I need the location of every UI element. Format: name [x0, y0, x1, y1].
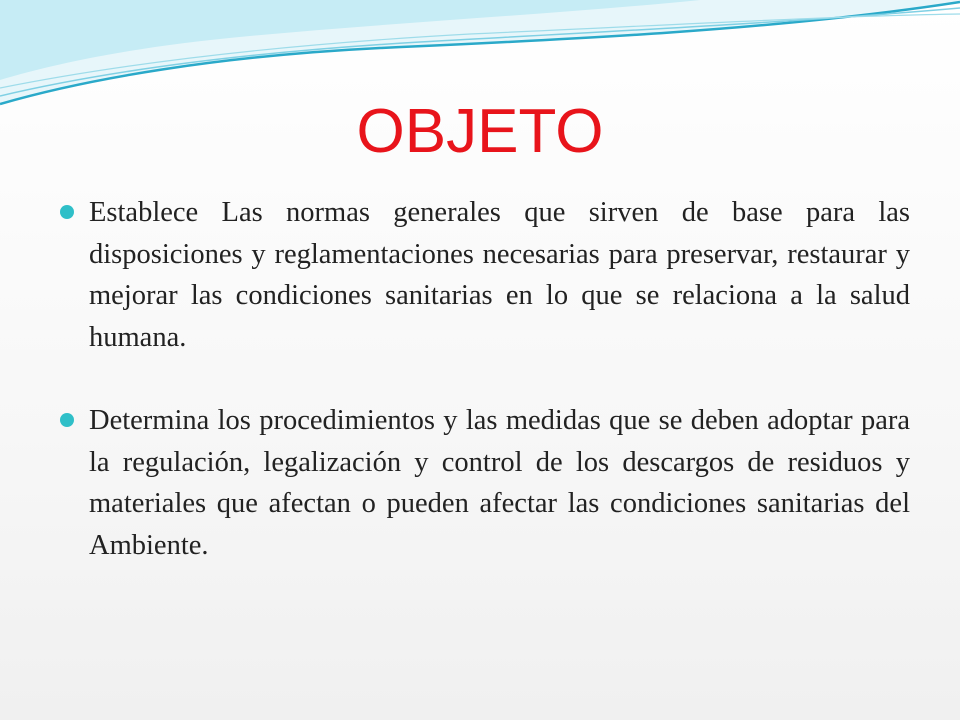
slide-title: OBJETO	[356, 97, 604, 166]
bullet-text: Establece Las normas generales que sirven de base para las disposiciones y reglamentaciones necesarias para preservar, restaurar y mejorar las condiciones sanitarias en lo que se relaciona a la salud humana.	[89, 197, 910, 353]
bullet-list	[58, 192, 910, 608]
bullet-text: Determina los procedimientos y las medidas que se deben adoptar para la regulación, legalización y control de los descargos de residuos y materiales que afectan o pueden afectar las condiciones sanitarias del Ambiente.	[89, 405, 910, 561]
bullet-item	[58, 400, 910, 566]
bullet-dot-icon	[60, 413, 74, 427]
bullet-item	[58, 192, 910, 358]
bullet-dot-icon	[60, 205, 74, 219]
